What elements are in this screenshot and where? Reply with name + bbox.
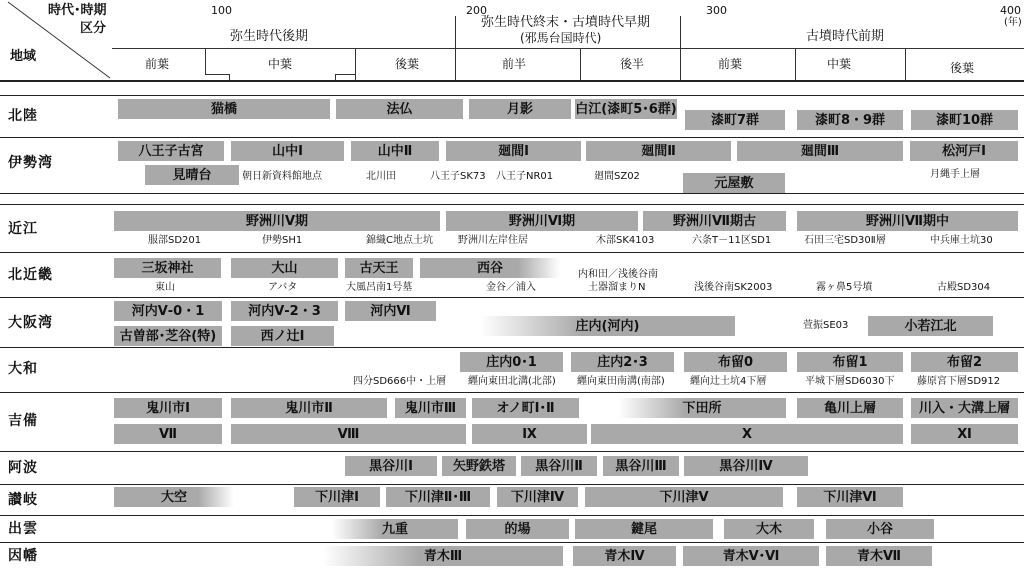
year-400: 400	[1000, 4, 1021, 17]
row-line-2	[0, 137, 1024, 138]
phase-early-2: 前葉	[718, 57, 743, 71]
phase-bar: 布留0	[684, 352, 787, 372]
phase-bar: 漆町7群	[685, 110, 785, 130]
phase-bar: 庄内0･1	[460, 352, 563, 372]
phase-bar: 西ノ辻Ⅰ	[231, 326, 334, 346]
phase-bar: 野洲川Ⅶ期中	[797, 211, 1018, 231]
site-label: 浅後谷南SK2003	[694, 282, 773, 293]
site-label: 伊勢SH1	[262, 235, 303, 246]
phase-bar: 九重	[332, 519, 458, 539]
phase-bar: 白江(漆町5･6群)	[575, 99, 677, 119]
phase-bar: 青木Ⅶ	[826, 546, 932, 566]
phase-notch-2	[335, 74, 355, 75]
site-label: 八王子SK73	[430, 171, 486, 182]
phase-bar: 亀川上層	[797, 398, 903, 418]
site-label: 萱振SE03	[803, 320, 849, 331]
phase-bar: 黒谷川Ⅱ	[521, 456, 597, 476]
site-label: 大風呂南1号墓	[346, 282, 413, 293]
phase-bar: 的場	[466, 519, 569, 539]
phase-div-3	[580, 48, 581, 80]
row-line-10	[0, 484, 1024, 485]
phase-bar: 黒谷川Ⅲ	[603, 456, 679, 476]
site-label: 野洲川左岸住居	[458, 235, 528, 246]
site-label: 朝日新資料館地点	[242, 171, 322, 182]
phase-bar: 下川津Ⅴ	[585, 487, 783, 507]
phase-bar: 鬼川市Ⅱ	[231, 398, 387, 418]
period-final-yayoi: 弥生時代終末・古墳時代早期	[481, 15, 651, 30]
phase-bar: 大空	[114, 487, 234, 507]
phase-bar: 青木Ⅲ	[323, 546, 563, 566]
row-line-4	[0, 204, 1024, 205]
phase-bar: Ⅹ	[591, 424, 903, 444]
site-label: 古殿SD304	[937, 282, 991, 293]
site-label: 北川田	[366, 171, 396, 182]
region-awa: 阿波	[8, 460, 38, 476]
site-label: 石田三宅SD30Ⅱ層	[804, 235, 886, 246]
phase-first-half: 前半	[502, 57, 527, 71]
region-inaba: 因幡	[8, 548, 38, 564]
site-label: 藤原宮下層SD912	[917, 376, 1001, 387]
phase-div-4	[795, 48, 796, 80]
phase-div-2	[355, 48, 356, 80]
phase-bar: 河内Ⅴ-2・3	[231, 301, 338, 321]
phase-row-top-line	[112, 48, 1024, 49]
phase-bar: 漆町8・9群	[797, 110, 903, 130]
region-omi: 近江	[8, 221, 38, 237]
phase-bar: 下田所	[618, 398, 786, 418]
axis-label-region: 地域	[10, 49, 37, 64]
phase-bar: Ⅶ	[114, 424, 222, 444]
row-line-5	[0, 252, 1024, 253]
phase-bar: 猫橋	[118, 99, 330, 119]
region-isewan: 伊勢湾	[8, 155, 53, 171]
phase-second-half: 後半	[620, 57, 645, 71]
site-label: 金谷／浦入	[486, 282, 536, 293]
phase-bar: 黒谷川Ⅳ	[684, 456, 808, 476]
axis-label-division: 区分	[80, 21, 107, 36]
phase-bar: 法仏	[336, 99, 463, 119]
row-line-8	[0, 392, 1024, 393]
phase-bar: Ⅺ	[911, 424, 1018, 444]
phase-bar: 布留2	[911, 352, 1018, 372]
phase-bar: オノ町Ⅰ･Ⅱ	[472, 398, 579, 418]
phase-bar: 三坂神社	[114, 258, 221, 278]
phase-bar: 古曽部･芝谷(特)	[114, 326, 222, 346]
phase-late-2: 後葉	[950, 61, 975, 75]
phase-bar: 下川津Ⅱ･Ⅲ	[386, 487, 490, 507]
phase-bar: 野洲川Ⅴ期	[114, 211, 440, 231]
phase-bar: 漆町10群	[911, 110, 1018, 130]
site-label: 六条T－11区SD1	[692, 235, 772, 246]
row-line-12	[0, 542, 1024, 543]
site-label: 土器溜まりN	[588, 282, 646, 293]
row-line-7	[0, 347, 1024, 348]
phase-bar: 山中Ⅱ	[351, 141, 439, 161]
phase-bar: 見晴台	[145, 165, 239, 185]
phase-bar: 大山	[231, 258, 338, 278]
site-label: 平城下層SD6030下	[805, 376, 895, 387]
phase-bar: 元屋敷	[683, 173, 785, 193]
phase-bar: 廻間Ⅲ	[737, 141, 903, 161]
period-yamatai: (邪馬台国時代)	[520, 31, 602, 45]
row-line-1	[0, 95, 1024, 96]
site-label: 纒向東田北溝(北部)	[468, 376, 556, 387]
site-label: 服部SD201	[148, 235, 202, 246]
phase-div-1	[205, 48, 206, 74]
phase-bar: 鬼川市Ⅲ	[395, 398, 466, 418]
phase-bar: Ⅷ	[231, 424, 466, 444]
period-late-yayoi: 弥生時代後期	[230, 29, 309, 44]
region-kibi: 吉備	[8, 413, 38, 429]
phase-notch-1	[205, 74, 229, 75]
axis-label-period: 時代･時期	[48, 3, 107, 18]
phase-bar: 下川津Ⅵ	[797, 487, 903, 507]
phase-bar: 下川津Ⅰ	[294, 487, 380, 507]
year-unit: (年)	[1004, 17, 1022, 28]
site-label: 纒向辻土坑4下層	[690, 376, 767, 387]
site-label: 中兵庫土坑30	[930, 235, 993, 246]
row-line-9	[0, 451, 1024, 452]
phase-bar: 廻間Ⅰ	[446, 141, 581, 161]
header-diagonal	[0, 0, 112, 80]
phase-bar: 八王子古宮	[118, 141, 224, 161]
phase-bar: 西谷	[420, 258, 560, 278]
site-label: 霧ヶ鼻5号墳	[816, 282, 873, 293]
site-label: 内和田／浅後谷南	[578, 269, 658, 280]
phase-middle-1: 中葉	[268, 57, 293, 71]
year-200: 200	[466, 4, 487, 17]
region-kitakinki: 北近畿	[8, 267, 53, 283]
site-label: 東山	[155, 282, 175, 293]
phase-early-1: 前葉	[145, 57, 170, 71]
site-label: 錦織C地点土坑	[366, 235, 433, 246]
phase-bar: 青木Ⅳ	[573, 546, 676, 566]
header-bottom-line	[0, 80, 1024, 82]
phase-bar: 川入・大溝上層	[911, 398, 1018, 418]
region-osakawan: 大阪湾	[8, 315, 53, 331]
phase-bar: 大木	[724, 519, 814, 539]
region-sanuki: 讃岐	[8, 492, 38, 508]
phase-bar: 古天王	[345, 258, 413, 278]
phase-bar: 庄内(河内)	[480, 316, 735, 336]
phase-bar: 野洲川Ⅶ期古	[643, 211, 786, 231]
site-label: 八王子NR01	[496, 171, 554, 182]
year-300: 300	[706, 4, 727, 17]
site-label: 纒向東田南溝(南部)	[577, 376, 665, 387]
row-line-3	[0, 193, 1024, 194]
phase-bar: 鬼川市Ⅰ	[114, 398, 222, 418]
phase-bar: 河内Ⅵ	[345, 301, 436, 321]
phase-bar: 布留1	[797, 352, 903, 372]
phase-bar: Ⅸ	[472, 424, 587, 444]
region-hokuriku: 北陸	[8, 108, 38, 124]
phase-bar: 月影	[469, 99, 571, 119]
phase-middle-2: 中葉	[827, 57, 852, 71]
phase-bar: 黒谷川Ⅰ	[345, 456, 437, 476]
phase-bar: 松河戸Ⅰ	[910, 141, 1018, 161]
row-line-6	[0, 297, 1024, 298]
phase-late-1: 後葉	[395, 57, 420, 71]
phase-bar: 青木Ⅴ･Ⅵ	[683, 546, 819, 566]
site-label: 四分SD666中・上層	[353, 376, 447, 387]
site-label: 木部SK4103	[596, 235, 655, 246]
year-100: 100	[211, 4, 232, 17]
phase-bar: 廻間Ⅱ	[586, 141, 731, 161]
phase-bar: 鍵尾	[575, 519, 713, 539]
period-early-kofun: 古墳時代前期	[806, 29, 885, 44]
phase-bar: 小谷	[826, 519, 934, 539]
site-label: 廻間SZ02	[594, 171, 640, 182]
phase-bar: 野洲川Ⅵ期	[446, 211, 638, 231]
phase-bar: 小若江北	[868, 316, 993, 336]
region-yamato: 大和	[8, 361, 38, 377]
phase-bar: 庄内2･3	[571, 352, 674, 372]
region-izumo: 出雲	[8, 521, 38, 537]
phase-bar: 下川津Ⅳ	[497, 487, 578, 507]
phase-bar: 山中Ⅰ	[231, 141, 344, 161]
row-line-11	[0, 515, 1024, 516]
phase-bar: 矢野鉄塔	[442, 456, 516, 476]
site-label: アバタ	[268, 282, 298, 293]
phase-bar: 河内Ⅴ-0・1	[114, 301, 222, 321]
phase-div-5	[905, 48, 906, 80]
site-label: 月縄手上層	[930, 169, 980, 180]
